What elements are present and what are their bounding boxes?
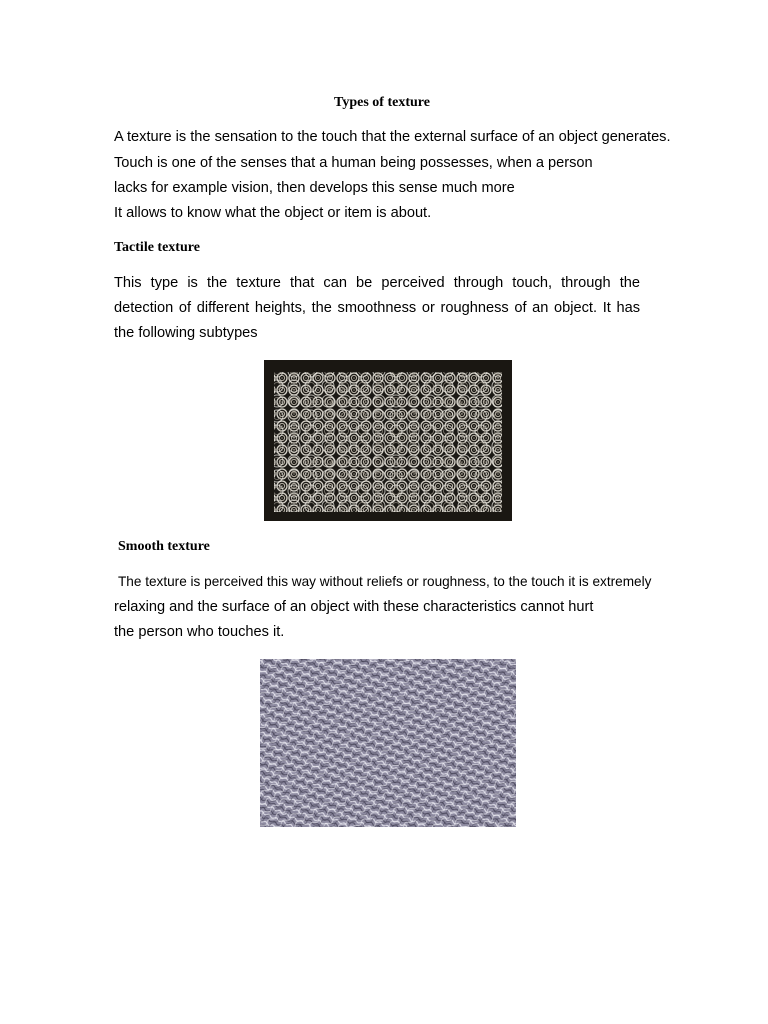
smooth-line-2: relaxing and the surface of an object with these characteristics cannot hurt — [114, 599, 594, 615]
smooth-line-1: The texture is perceived this way without reliefs or roughness, to the touch it is extremely — [118, 574, 652, 589]
intro-line-3: lacks for example vision, then develops this sense much more — [114, 180, 515, 196]
section-heading-tactile: Tactile texture — [114, 240, 200, 255]
fabric-texture-image — [260, 659, 516, 827]
quilled-spirals-image — [264, 360, 512, 521]
smooth-line-3: the person who touches it. — [114, 624, 285, 640]
intro-line-1: A texture is the sensation to the touch that the external surface of an object generates. — [114, 129, 671, 145]
tactile-line-3: the following subtypes — [114, 325, 258, 341]
intro-line-4: It allows to know what the object or item is about. — [114, 205, 432, 221]
tactile-line-1: This type is the texture that can be perceived through touch, through the — [114, 275, 640, 291]
section-heading-smooth: Smooth texture — [118, 539, 210, 554]
intro-line-2: Touch is one of the senses that a human being possesses, when a person — [114, 155, 593, 171]
tactile-line-2: detection of different heights, the smoothness or roughness of an object. It has — [114, 300, 640, 316]
document-title: Types of texture — [334, 95, 430, 110]
tactile-paragraph — [114, 274, 640, 349]
